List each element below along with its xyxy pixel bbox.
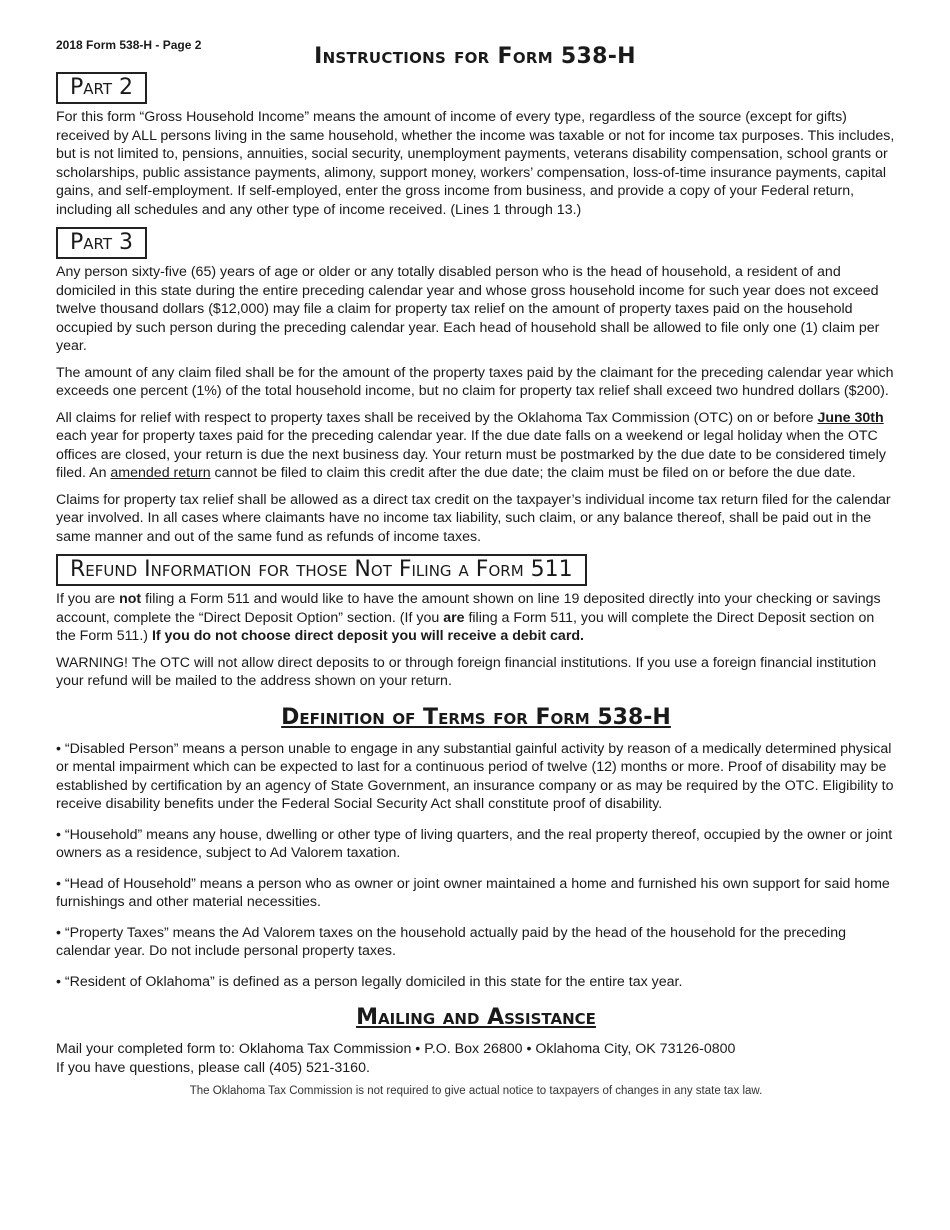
refund-not: not	[119, 591, 142, 607]
footer-notice: The Oklahoma Tax Commission is not required to give actual notice to taxpayers of changes in any state tax law.	[189, 1085, 763, 1097]
part3-paragraph-4: Claims for property tax relief shall be allowed as a direct tax credit on the taxpayer’s individual income tax return filed for the calendar year involved. In all cases where claimants have no income tax liability, such claim, or any balance thereof, shall be paid out in the same manner and out of the same fund as refunds of income taxes.	[56, 491, 891, 545]
refund-warning: WARNING! The OTC will not allow direct deposits to or through foreign financial institutions. If you use a foreign financial institution your refund will be mailed to the address shown on your return.	[56, 654, 877, 689]
refund-text-a: If you are	[56, 591, 120, 607]
refund-heading: Refund Information for those Not Filing a Form 511	[56, 554, 587, 586]
page-id: 2018 Form 538-H - Page 2	[56, 38, 202, 52]
p3-text-c: cannot be filed to claim this credit after the due date; the claim must be filed on or before the due date.	[210, 465, 856, 481]
p3-text-b: each year for property taxes paid for the preceding calendar year. If the due date falls on a weekend or legal holiday when the OTC offices are closed, your return is due the next business day. Your return must be postmarked by the due date to be considered timely filed. An	[56, 428, 886, 481]
document-body	[56, 72, 896, 1097]
phone-line: If you have questions, please call (405) 521-3160.	[56, 1059, 370, 1076]
definitions-title: Definition of Terms for Form 538-H	[281, 704, 671, 730]
definition-item: • “Household” means any house, dwelling or other type of living quarters, and the real property thereof, occupied by the owner or joint owners as a residence, subject to Ad Valorem taxation.	[56, 826, 893, 861]
part3-paragraph-2: The amount of any claim filed shall be for the amount of the property taxes paid by the claimant for the preceding calendar year which exceeds one percent (1%) of the total household income, but no claim for property tax relief shall exceed two hundred dollars ($200).	[56, 364, 894, 399]
definition-item: • “Disabled Person” means a person unable to engage in any substantial gainful activity by reason of a medically determined physical or mental impairment which can be expected to last for a continuous period of twelve (12) months or more. Proof of disability may be established by certification by an agency of State Government, an insurance company or as may be required by the OTC. Eligibility to receive disability benefits under the Federal Social Security Act shall constitute proof of disability.	[56, 740, 894, 812]
part3-paragraph-1: Any person sixty-five (65) years of age or older or any totally disabled person who is the head of household, a resident of and domiciled in this state during the entire preceding calendar year and whose gross household income for such year does not exceed twelve thousand dollars ($12,000) may file a claim for property tax relief on the amount of property taxes paid on the household occupied by such person during the preceding calendar year. Each head of household shall be allowed to file only one (1) claim per year.	[56, 264, 880, 354]
part3-heading: Part 3	[56, 227, 147, 259]
part2-text: For this form “Gross Household Income” means the amount of income of every type, regardless of the source (except for gifts) received by ALL persons living in the same household, whether the income was taxable or not for income tax purposes. This includes, but is not limited to, pensions, annuities, social security, unemployment payments, veterans disability compensation, school grants or scholarships, public assistance payments, alimony, support money, workers’ compensation, loss-of-time insurance payments, capital gains, and self-employment. If self-employed, enter the gross income from business, and provide a copy of your Federal return, including all schedules and any other type of income received. (Lines 1 through 13.)	[56, 109, 895, 218]
refund-paragraph-1	[56, 590, 896, 646]
definition-item: • “Head of Household” means a person who as owner or joint owner maintained a home and furnished his own support for said home furnishings and other material necessities.	[56, 875, 890, 910]
page-title: Instructions for Form 538-H	[314, 44, 636, 69]
debit-card-notice: If you do not choose direct deposit you will receive a debit card.	[151, 628, 584, 644]
part3-paragraph-3	[56, 409, 896, 483]
due-date: June 30th	[817, 409, 884, 426]
refund-are: are	[443, 609, 465, 626]
p3-text-a: All claims for relief with respect to property taxes shall be received by the Oklahoma Tax Commission (OTC) on or before	[56, 409, 818, 426]
refund-text-c: filing a Form 511, you will complete the Direct Deposit section on the Form 511.)	[56, 609, 875, 644]
refund-text-b: filing a Form 511 and would like to have the amount shown on line 19 deposited directly into your checking or savings account, complete the “Direct Deposit Option” section. (If you	[56, 591, 881, 626]
definition-item: • “Resident of Oklahoma” is defined as a person legally domiciled in this state for the entire tax year.	[56, 973, 683, 990]
amended-return: amended return	[110, 465, 211, 481]
mailing-address: Mail your completed form to: Oklahoma Tax Commission • P.O. Box 26800 • Oklahoma City, OK 73126-0800	[56, 1041, 736, 1057]
mailing-title: Mailing and Assistance	[356, 1005, 596, 1030]
definition-item: • “Property Taxes” means the Ad Valorem taxes on the household actually paid by the head of the household for the preceding calendar year. Do not include personal property taxes.	[56, 924, 846, 959]
part2-heading: Part 2	[56, 72, 147, 104]
